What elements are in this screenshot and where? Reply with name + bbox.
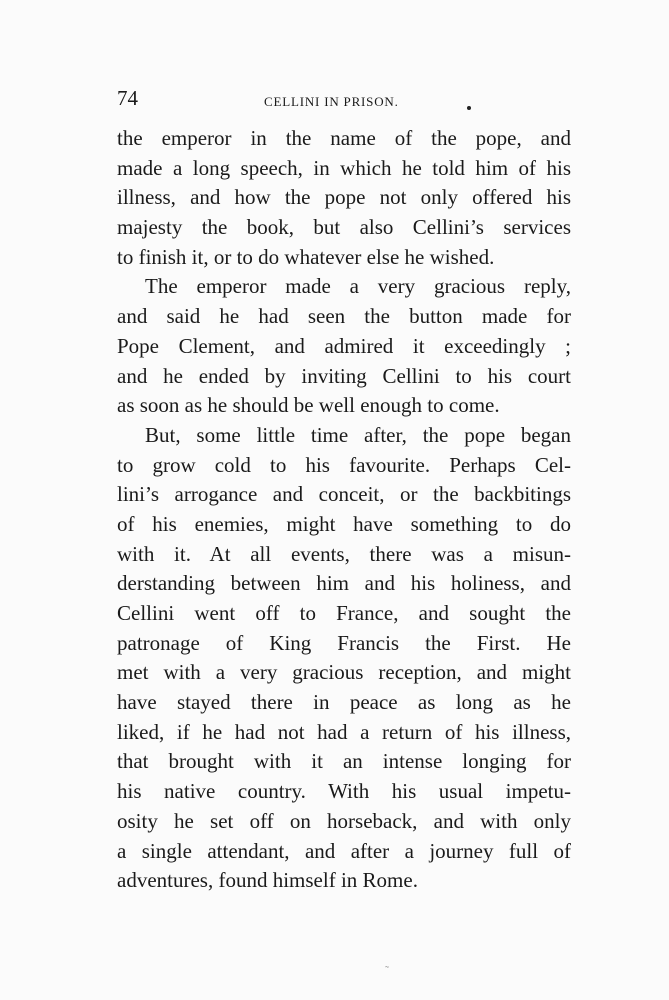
- text-line: illness, and how the pope not only offered his: [117, 185, 571, 210]
- text-line: But, some little time after, the pope began: [145, 422, 571, 447]
- text-line: adventures, found himself in Rome.: [117, 868, 418, 893]
- text-line: made a long speech, in which he told him of his: [117, 155, 571, 180]
- text-line: to grow cold to his favourite. Perhaps Cel-: [117, 452, 571, 477]
- running-head: [117, 86, 571, 116]
- book-page: [117, 86, 571, 896]
- text-line: his native country. With his usual impetu-: [117, 779, 571, 804]
- text-line: with it. At all events, there was a misun-: [117, 541, 571, 566]
- paragraph-1: [117, 124, 571, 272]
- text-line: liked, if he had not had a return of his illness,: [117, 719, 571, 744]
- text-line: met with a very gracious reception, and might: [117, 660, 571, 685]
- text-line: a single attendant, and after a journey full of: [117, 838, 571, 863]
- body-text: [117, 124, 571, 896]
- text-line: osity he set off on horseback, and with only: [117, 808, 571, 833]
- text-line: have stayed there in peace as long as he: [117, 690, 571, 715]
- text-line: derstanding between him and his holiness, and: [117, 571, 571, 596]
- paragraph-2: [117, 272, 571, 420]
- ink-speck: [467, 106, 471, 110]
- text-line: The emperor made a very gracious reply,: [145, 274, 571, 299]
- text-line: the emperor in the name of the pope, and: [117, 126, 571, 150]
- running-title: CELLINI IN PRISON.: [264, 94, 399, 109]
- text-line: lini’s arrogance and conceit, or the backbitings: [117, 482, 571, 507]
- paragraph-3: [117, 421, 571, 896]
- ink-smudge: ˜: [385, 963, 389, 977]
- text-line: that brought with it an intense longing for: [117, 749, 571, 774]
- text-line: patronage of King Francis the First. He: [117, 630, 571, 655]
- text-line: and said he had seen the button made for: [117, 304, 571, 329]
- text-line: of his enemies, might have something to do: [117, 511, 571, 536]
- text-line: and he ended by inviting Cellini to his court: [117, 363, 571, 388]
- page-number: 74: [117, 86, 138, 110]
- text-line: Cellini went off to France, and sought the: [117, 601, 571, 625]
- text-line: as soon as he should be well enough to come.: [117, 393, 500, 418]
- text-line: Pope Clement, and admired it exceedingly ;: [117, 333, 571, 358]
- text-line: majesty the book, but also Cellini’s services: [117, 215, 571, 240]
- text-line: to finish it, or to do whatever else he wished.: [117, 244, 495, 269]
